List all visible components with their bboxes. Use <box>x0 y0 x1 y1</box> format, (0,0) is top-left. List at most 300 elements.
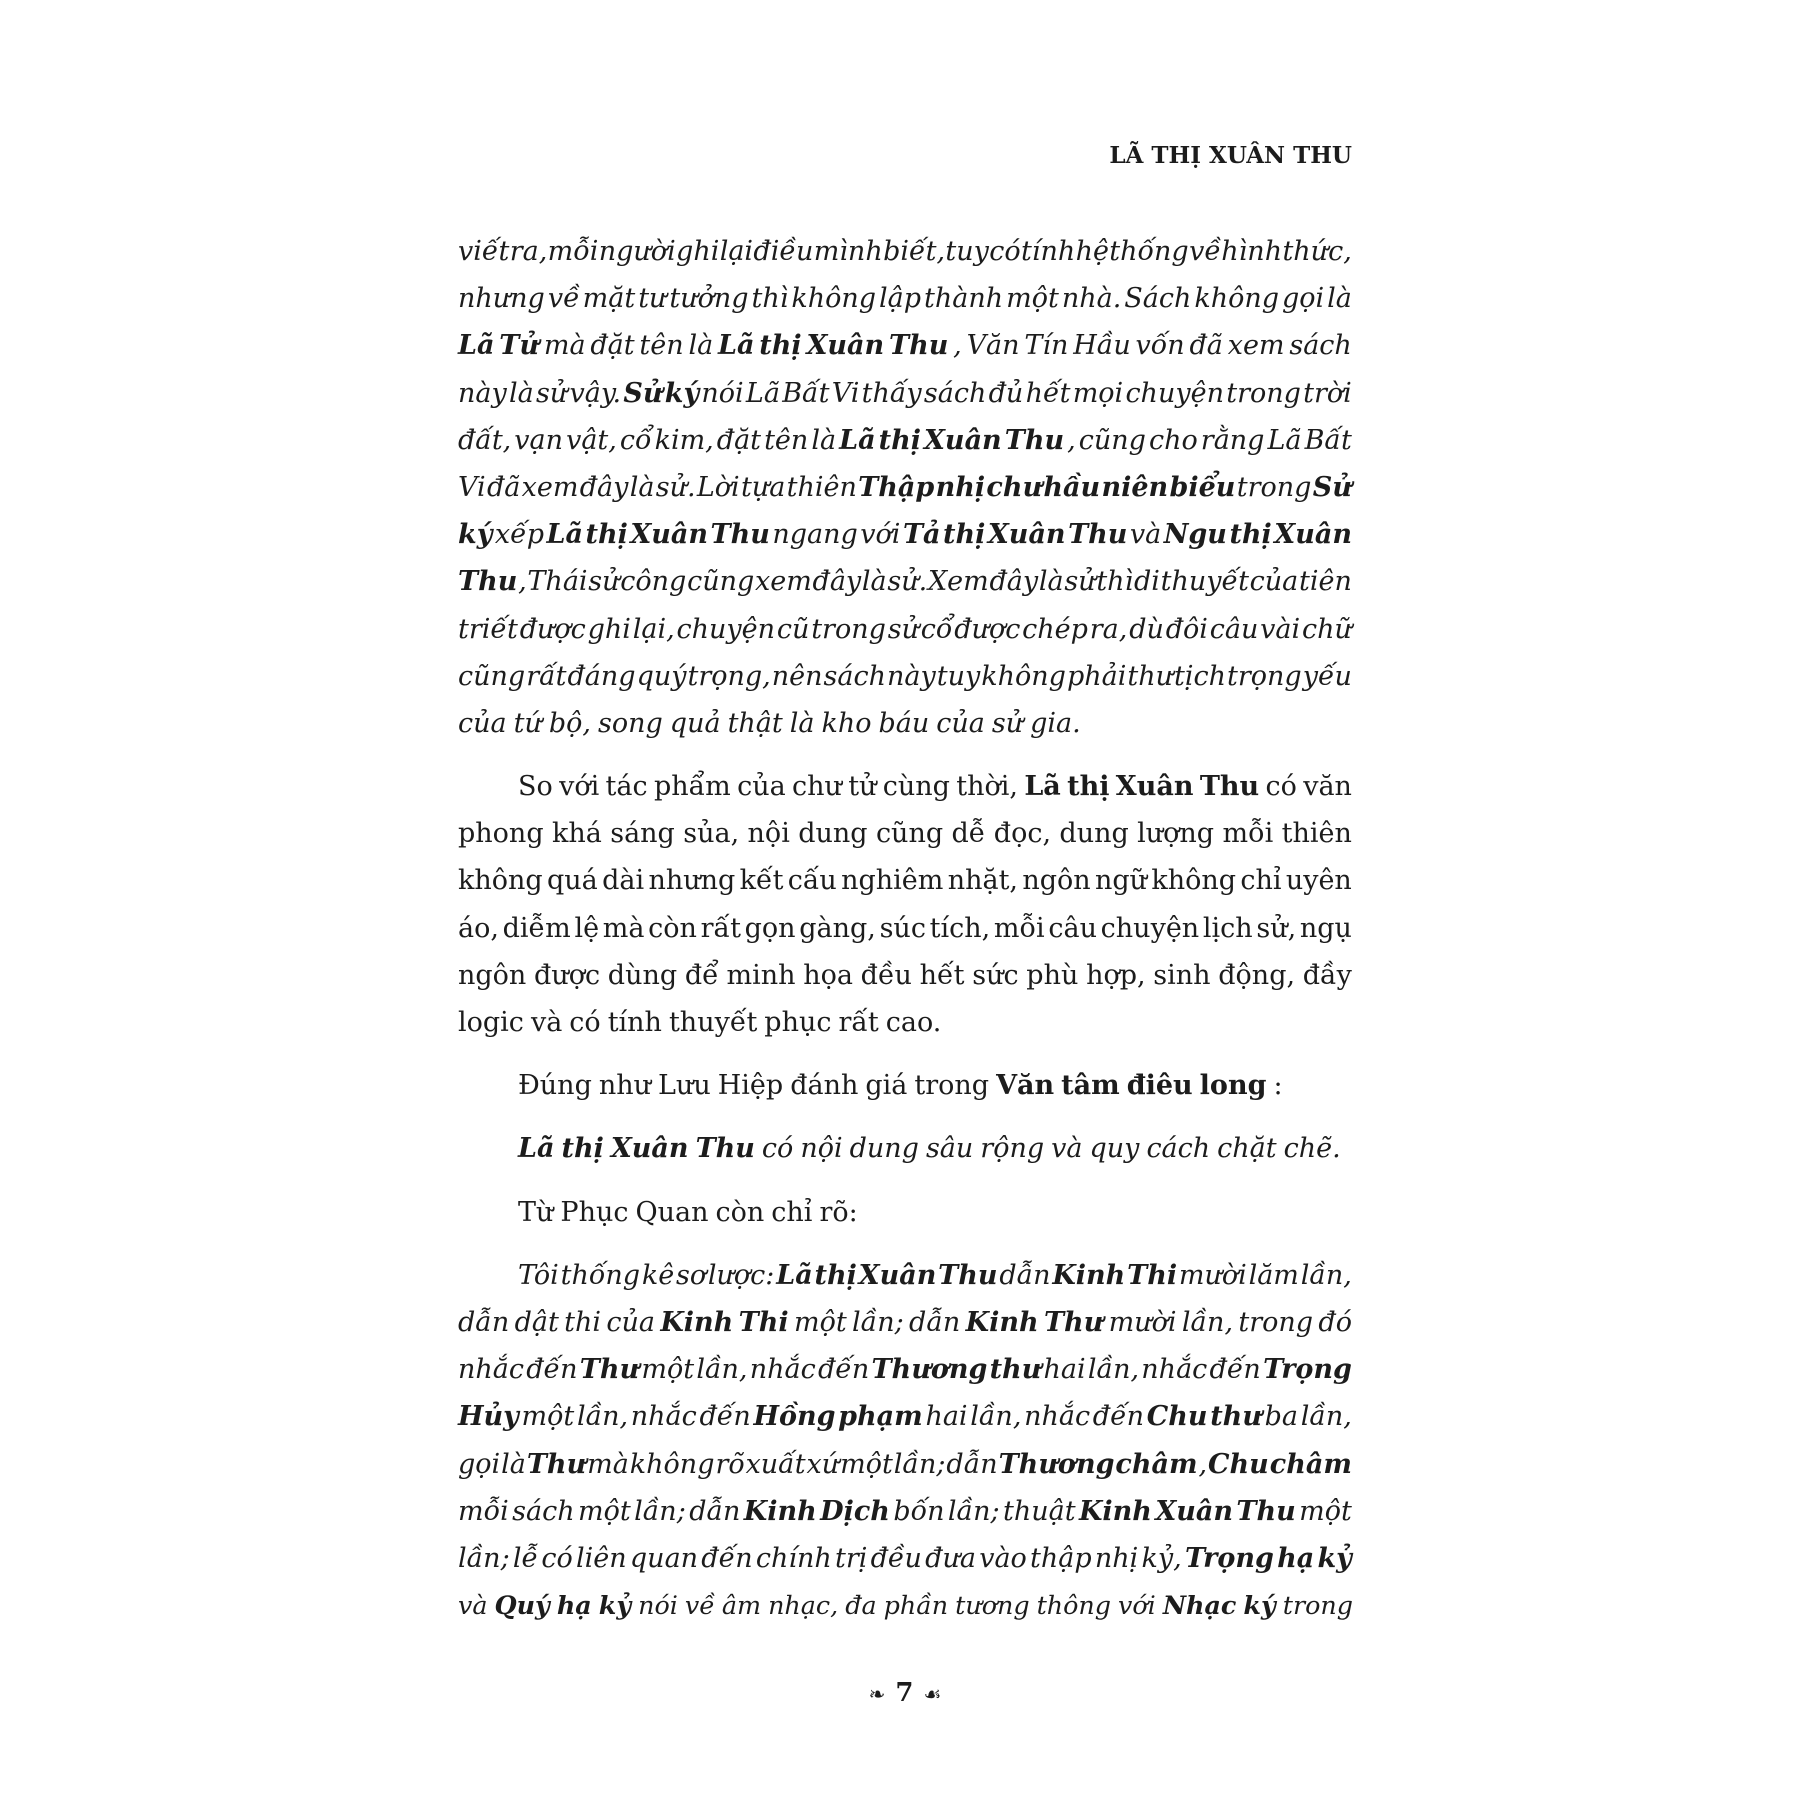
bold-title-text: Thương <box>998 1448 1115 1480</box>
word: : <box>1273 1070 1283 1102</box>
word: còn <box>648 912 697 944</box>
word: là <box>1327 283 1352 315</box>
word: có <box>1265 771 1297 803</box>
word: của <box>458 707 507 739</box>
word: đất, <box>458 424 512 456</box>
word: ngữ <box>1094 865 1148 897</box>
word: không <box>1194 283 1280 315</box>
word: triết <box>458 613 518 645</box>
word: một <box>1006 283 1059 315</box>
word: người <box>598 236 676 267</box>
word: ngôn <box>458 959 527 991</box>
word: cũng <box>458 660 526 692</box>
word: nhắc <box>630 1401 697 1433</box>
bold-title-text: Xuân <box>1155 1495 1234 1527</box>
bold-title-text: hầu <box>1043 471 1101 503</box>
bold-title-text: Xuân <box>1115 771 1194 803</box>
bold-title-text: Thập <box>858 471 935 503</box>
word: mà <box>587 1448 629 1480</box>
word: ghi <box>676 236 720 267</box>
word: thuyết <box>668 1007 758 1038</box>
text-line <box>458 1393 1352 1440</box>
word: đôi <box>1165 613 1208 645</box>
word: thành <box>924 283 1004 315</box>
word: một <box>521 1401 575 1433</box>
word: đến <box>526 1354 578 1386</box>
word: viết <box>458 236 510 267</box>
word: sách <box>512 1495 575 1527</box>
word: rất <box>838 1007 879 1038</box>
word: là <box>509 377 534 409</box>
bold-title-text: phạm <box>838 1401 923 1433</box>
bold-title-text: biểu <box>1169 471 1236 503</box>
word: mỗi <box>1222 818 1274 850</box>
text-line <box>458 1582 1352 1629</box>
word: thư <box>1127 660 1173 692</box>
bold-title-text: long <box>1199 1070 1267 1102</box>
word: không <box>1151 865 1237 897</box>
bold-title-text: Xuân <box>858 1259 937 1291</box>
word: đến <box>1209 1354 1261 1386</box>
bold-title-text: thị <box>561 1133 604 1165</box>
bold-title-text: Dịch <box>820 1495 890 1527</box>
word: một <box>641 1354 695 1386</box>
word: đặt <box>590 330 635 362</box>
word: hệ <box>1075 236 1109 267</box>
word: nghiêm <box>841 865 944 897</box>
word: lần, <box>1181 1306 1234 1338</box>
bold-title-text: Thu <box>938 1259 998 1291</box>
word: mười <box>1108 1306 1177 1338</box>
word: ngôn <box>1022 865 1091 897</box>
word: không <box>629 1448 715 1480</box>
word: minh <box>726 959 796 991</box>
bold-title-text: thị <box>814 1259 857 1291</box>
word: rất <box>700 912 741 944</box>
word: lễ <box>512 1542 539 1574</box>
word: lần; <box>458 1542 510 1574</box>
bold-title-text: niên <box>1101 471 1169 503</box>
word: logic <box>458 1007 524 1038</box>
word: lại <box>719 236 754 267</box>
word: chép <box>1022 613 1088 645</box>
bold-title-text: Kinh <box>743 1495 817 1527</box>
bold-title-text: ký <box>458 519 493 551</box>
word: đều <box>860 959 912 991</box>
word: đã <box>486 471 521 503</box>
bold-title-text: Ngu <box>1163 519 1227 551</box>
word: sơ <box>675 1259 707 1291</box>
paragraph-gap <box>458 1236 1352 1252</box>
bold-title-text: Tử <box>499 330 540 362</box>
bold-title-text: Văn <box>996 1070 1055 1102</box>
word: Hiệp <box>717 1070 784 1102</box>
word: biết, <box>883 236 946 267</box>
word: Lã <box>745 377 780 409</box>
text-line <box>458 370 1352 417</box>
page-footer <box>458 1678 1352 1708</box>
word: lần, <box>576 1401 629 1433</box>
text-line <box>458 952 1352 999</box>
word: trị <box>835 1542 868 1574</box>
bold-title-text: thị <box>1229 519 1272 551</box>
paragraph-gap <box>458 1173 1352 1189</box>
bold-title-text: Hồng <box>753 1401 836 1433</box>
bold-title-text: Lã <box>839 424 876 456</box>
word: đến <box>817 1354 870 1386</box>
bold-title-text: Kinh <box>965 1306 1039 1338</box>
word: cùng <box>882 771 950 803</box>
word: tính <box>607 1007 662 1038</box>
word: Phục <box>560 1196 629 1228</box>
word: nhắc <box>458 1354 524 1386</box>
word: với <box>559 771 600 803</box>
word: xem <box>755 566 812 598</box>
word: Vi <box>831 377 860 409</box>
word: nhặt, <box>947 865 1019 897</box>
word: khá <box>551 818 602 850</box>
word: đầy <box>1302 959 1352 991</box>
page-number: 7 <box>895 1678 914 1708</box>
word: đến <box>701 1542 753 1574</box>
word: trong <box>1236 471 1312 503</box>
word: dẫn <box>909 1306 961 1338</box>
word: thời, <box>956 771 1018 803</box>
word: được <box>954 613 1021 645</box>
text-line <box>458 417 1352 464</box>
word: xem <box>521 471 579 503</box>
word: tích, <box>929 912 991 944</box>
running-header: LÃ THỊ XUÂN THU <box>1109 142 1352 169</box>
bold-title-text: Xuân <box>1274 519 1352 551</box>
word: phẩm <box>653 771 731 803</box>
bold-title-text: Lã <box>717 330 755 362</box>
bold-title-text: Thu <box>458 566 518 598</box>
word: dung <box>798 818 868 850</box>
word: sinh <box>1153 959 1211 991</box>
word: đây <box>579 471 629 503</box>
word: của <box>936 707 985 739</box>
word: Thái <box>527 566 588 598</box>
word: gàng, <box>799 912 876 944</box>
word: và <box>1129 519 1162 551</box>
word: phải <box>1066 660 1127 692</box>
word: tịch <box>1174 660 1226 692</box>
paragraph <box>458 1252 1352 1630</box>
text-line <box>458 810 1352 857</box>
word: diễm <box>502 912 571 944</box>
text-line <box>458 275 1352 322</box>
bold-title-text: Thư <box>579 1354 640 1386</box>
word: Tôi <box>518 1259 559 1291</box>
word: tử <box>848 771 877 803</box>
word: sủa, <box>683 818 740 850</box>
word: nội <box>800 1133 843 1165</box>
text-line <box>458 464 1352 511</box>
paragraph <box>458 228 1352 747</box>
word: chư <box>792 771 842 803</box>
word: Lưu <box>658 1070 711 1102</box>
word: , <box>953 330 962 362</box>
word: đáng <box>567 660 636 692</box>
bold-title-text: Thu <box>1004 424 1065 456</box>
word: kho <box>821 707 872 739</box>
word: Hầu <box>1073 330 1131 362</box>
word: là <box>861 566 887 598</box>
word: hết <box>1025 377 1071 409</box>
word: để <box>684 959 719 991</box>
text-line <box>458 1346 1352 1393</box>
word: mặt <box>582 283 636 315</box>
word: có <box>989 236 1021 267</box>
word: một <box>793 1306 847 1338</box>
word: quý <box>636 660 687 692</box>
word: Từ <box>518 1196 554 1228</box>
word: chính <box>755 1542 832 1574</box>
word: nhà. <box>1061 283 1122 315</box>
word: dễ <box>951 818 986 850</box>
word: sức <box>972 959 1019 991</box>
word: Lã <box>1267 424 1302 456</box>
word: trọng, <box>687 660 771 692</box>
word: dù <box>1129 613 1164 645</box>
word: sử <box>588 566 620 598</box>
word: điều <box>753 236 814 267</box>
word: lại, <box>632 613 675 645</box>
word: công <box>620 566 687 598</box>
word: Văn <box>966 330 1020 362</box>
word: cao. <box>885 1007 942 1038</box>
word: chữ <box>1301 613 1352 645</box>
text-line <box>458 1299 1352 1346</box>
text-line <box>458 228 1352 275</box>
word: cổ <box>619 424 652 456</box>
word: Xem <box>927 566 989 598</box>
word: nhưng <box>458 283 545 315</box>
word: ba <box>1264 1401 1299 1433</box>
text-line <box>458 1189 1352 1236</box>
text-line <box>458 1488 1352 1535</box>
bold-title-text: thị <box>878 424 921 456</box>
word: lần, <box>970 1401 1022 1433</box>
word: sách <box>1289 330 1352 362</box>
word: quá <box>547 865 598 897</box>
word: rõ: <box>819 1196 858 1228</box>
word: nhạc, <box>768 1590 839 1621</box>
bold-title-text: ký <box>1243 1590 1276 1621</box>
word: một <box>578 1495 631 1527</box>
word: là <box>688 330 714 362</box>
word: chẽ. <box>1283 1133 1341 1165</box>
word: thiên <box>1281 818 1352 850</box>
word: sử. <box>887 566 928 598</box>
bold-title-text: Trọng <box>1263 1354 1352 1386</box>
word: lần; <box>893 1448 946 1480</box>
bold-title-text: Sử <box>1312 471 1352 503</box>
word: Vi <box>458 471 486 503</box>
word: , <box>1067 424 1076 456</box>
word: tựa <box>740 471 786 503</box>
word: Bất <box>782 377 830 409</box>
word: áo, <box>458 912 499 944</box>
bold-title-text: kỷ <box>1317 1542 1352 1574</box>
word: Lời <box>696 471 740 503</box>
word: kết <box>739 865 784 897</box>
word: và <box>1051 1133 1083 1165</box>
word: như <box>598 1070 652 1102</box>
bold-title-text: Xuân <box>923 424 1002 456</box>
word: nhị <box>1094 1542 1139 1574</box>
bold-title-text: Lã <box>546 519 583 551</box>
word: tứ <box>513 707 542 739</box>
word: sử <box>887 613 919 645</box>
bold-title-text: Thi <box>738 1306 789 1338</box>
paragraph <box>458 1189 1352 1236</box>
word: là <box>1038 566 1064 598</box>
word: vật, <box>566 424 617 456</box>
text-line <box>458 700 1352 747</box>
word: mỗi <box>993 912 1045 944</box>
word: vạn <box>514 424 564 456</box>
word: mình <box>813 236 883 267</box>
bold-title-text: châm <box>1115 1448 1198 1480</box>
bold-title-text: Xuân <box>630 519 709 551</box>
word: còn <box>715 1196 765 1228</box>
word: tương <box>955 1590 1030 1621</box>
word: nói <box>638 1590 678 1621</box>
word: dẫn <box>689 1495 741 1527</box>
word: trong <box>1282 1590 1353 1621</box>
word: sáng <box>610 818 675 850</box>
word: liên <box>576 1542 627 1574</box>
bold-title-text: Thư <box>1043 1306 1104 1338</box>
word: cũng <box>687 566 755 598</box>
word: sách <box>823 660 887 692</box>
text-line <box>458 1441 1352 1488</box>
word: là <box>501 1448 526 1480</box>
word: rằng <box>1200 424 1265 456</box>
word: Sách <box>1124 283 1192 315</box>
bold-title-text: Lã <box>518 1133 555 1165</box>
bold-title-text: hạ <box>556 1590 592 1621</box>
word: của <box>1249 566 1299 598</box>
bold-title-text: thị <box>585 519 628 551</box>
word: xuất <box>745 1448 806 1480</box>
word: thuật <box>1002 1495 1076 1527</box>
bold-title-text: Hủy <box>458 1401 519 1433</box>
word: nội <box>747 818 790 850</box>
text-line <box>458 322 1352 369</box>
word: Quan <box>635 1196 709 1228</box>
word: lần, <box>1300 1259 1352 1291</box>
word: vậy. <box>569 377 622 409</box>
bold-title-text: kỷ <box>598 1590 632 1621</box>
word: là <box>789 707 815 739</box>
bold-title-text: Thu <box>1068 519 1128 551</box>
word: tuy <box>936 660 981 692</box>
text-line <box>458 511 1352 558</box>
word: tưởng <box>669 283 749 315</box>
word: bộ, <box>548 707 591 739</box>
word: lịch <box>1202 912 1253 944</box>
word: dẫn <box>999 1259 1051 1291</box>
bold-title-text: thư <box>1210 1401 1262 1433</box>
text-line <box>458 653 1352 700</box>
bold-title-text: Sử <box>623 377 663 409</box>
word: dẫn <box>946 1448 998 1480</box>
word: tác <box>605 771 648 803</box>
word: song <box>597 707 663 739</box>
word: hai <box>1043 1354 1086 1386</box>
text-line <box>458 999 1352 1046</box>
text-line <box>458 558 1352 605</box>
bold-title-text: thư <box>989 1354 1042 1386</box>
text-line <box>458 1252 1352 1299</box>
word: trong <box>811 613 886 645</box>
word: đây <box>989 566 1039 598</box>
word: ngang <box>772 519 858 551</box>
word: vốn <box>1135 330 1185 362</box>
word: mà <box>602 912 645 944</box>
word: mỗi <box>458 1495 509 1527</box>
word: đã <box>1189 330 1223 362</box>
word: thức, <box>1282 236 1352 267</box>
word: đa <box>845 1590 877 1621</box>
word: dật <box>514 1306 559 1338</box>
word: tư <box>638 283 667 315</box>
bold-title-text: Thu <box>710 519 770 551</box>
word: có <box>541 1542 573 1574</box>
bold-title-text: Kinh <box>660 1306 734 1338</box>
bold-title-text: châm <box>1269 1448 1352 1480</box>
word: kim, <box>654 424 714 456</box>
bold-title-text: thị <box>759 330 802 362</box>
right-flourish-icon: ☙ <box>923 1682 942 1706</box>
word: mọi <box>1072 377 1124 409</box>
word: trong <box>1238 1306 1314 1338</box>
word: ghi <box>587 613 631 645</box>
word: nên <box>771 660 823 692</box>
word: lần, <box>696 1354 748 1386</box>
word: và <box>530 1007 563 1038</box>
word: sử. <box>655 471 696 503</box>
word: chặt <box>1217 1133 1277 1165</box>
bold-title-text: Lã <box>458 330 495 362</box>
text-line <box>458 1062 1352 1109</box>
word: hợp, <box>1086 959 1146 991</box>
word: thống <box>1109 236 1189 267</box>
word: hình <box>1221 236 1283 267</box>
word: một <box>840 1448 893 1480</box>
word: lệ <box>574 912 600 944</box>
word: yếu <box>1302 660 1352 692</box>
word: không <box>791 283 877 315</box>
word: ngụ <box>1299 912 1352 944</box>
word: không <box>458 865 543 897</box>
word: lập <box>879 283 922 315</box>
text-line <box>458 905 1352 952</box>
word: Đúng <box>518 1070 592 1102</box>
word: lần; <box>947 1495 1000 1527</box>
word: dung <box>849 1133 919 1165</box>
word: đến <box>1092 1401 1145 1433</box>
word: đặt <box>716 424 762 456</box>
body-text <box>458 228 1352 1629</box>
bold-title-text: Lã <box>1024 771 1061 803</box>
word: câu <box>1209 613 1259 645</box>
word: đều <box>870 1542 922 1574</box>
word: bốn <box>893 1495 945 1527</box>
